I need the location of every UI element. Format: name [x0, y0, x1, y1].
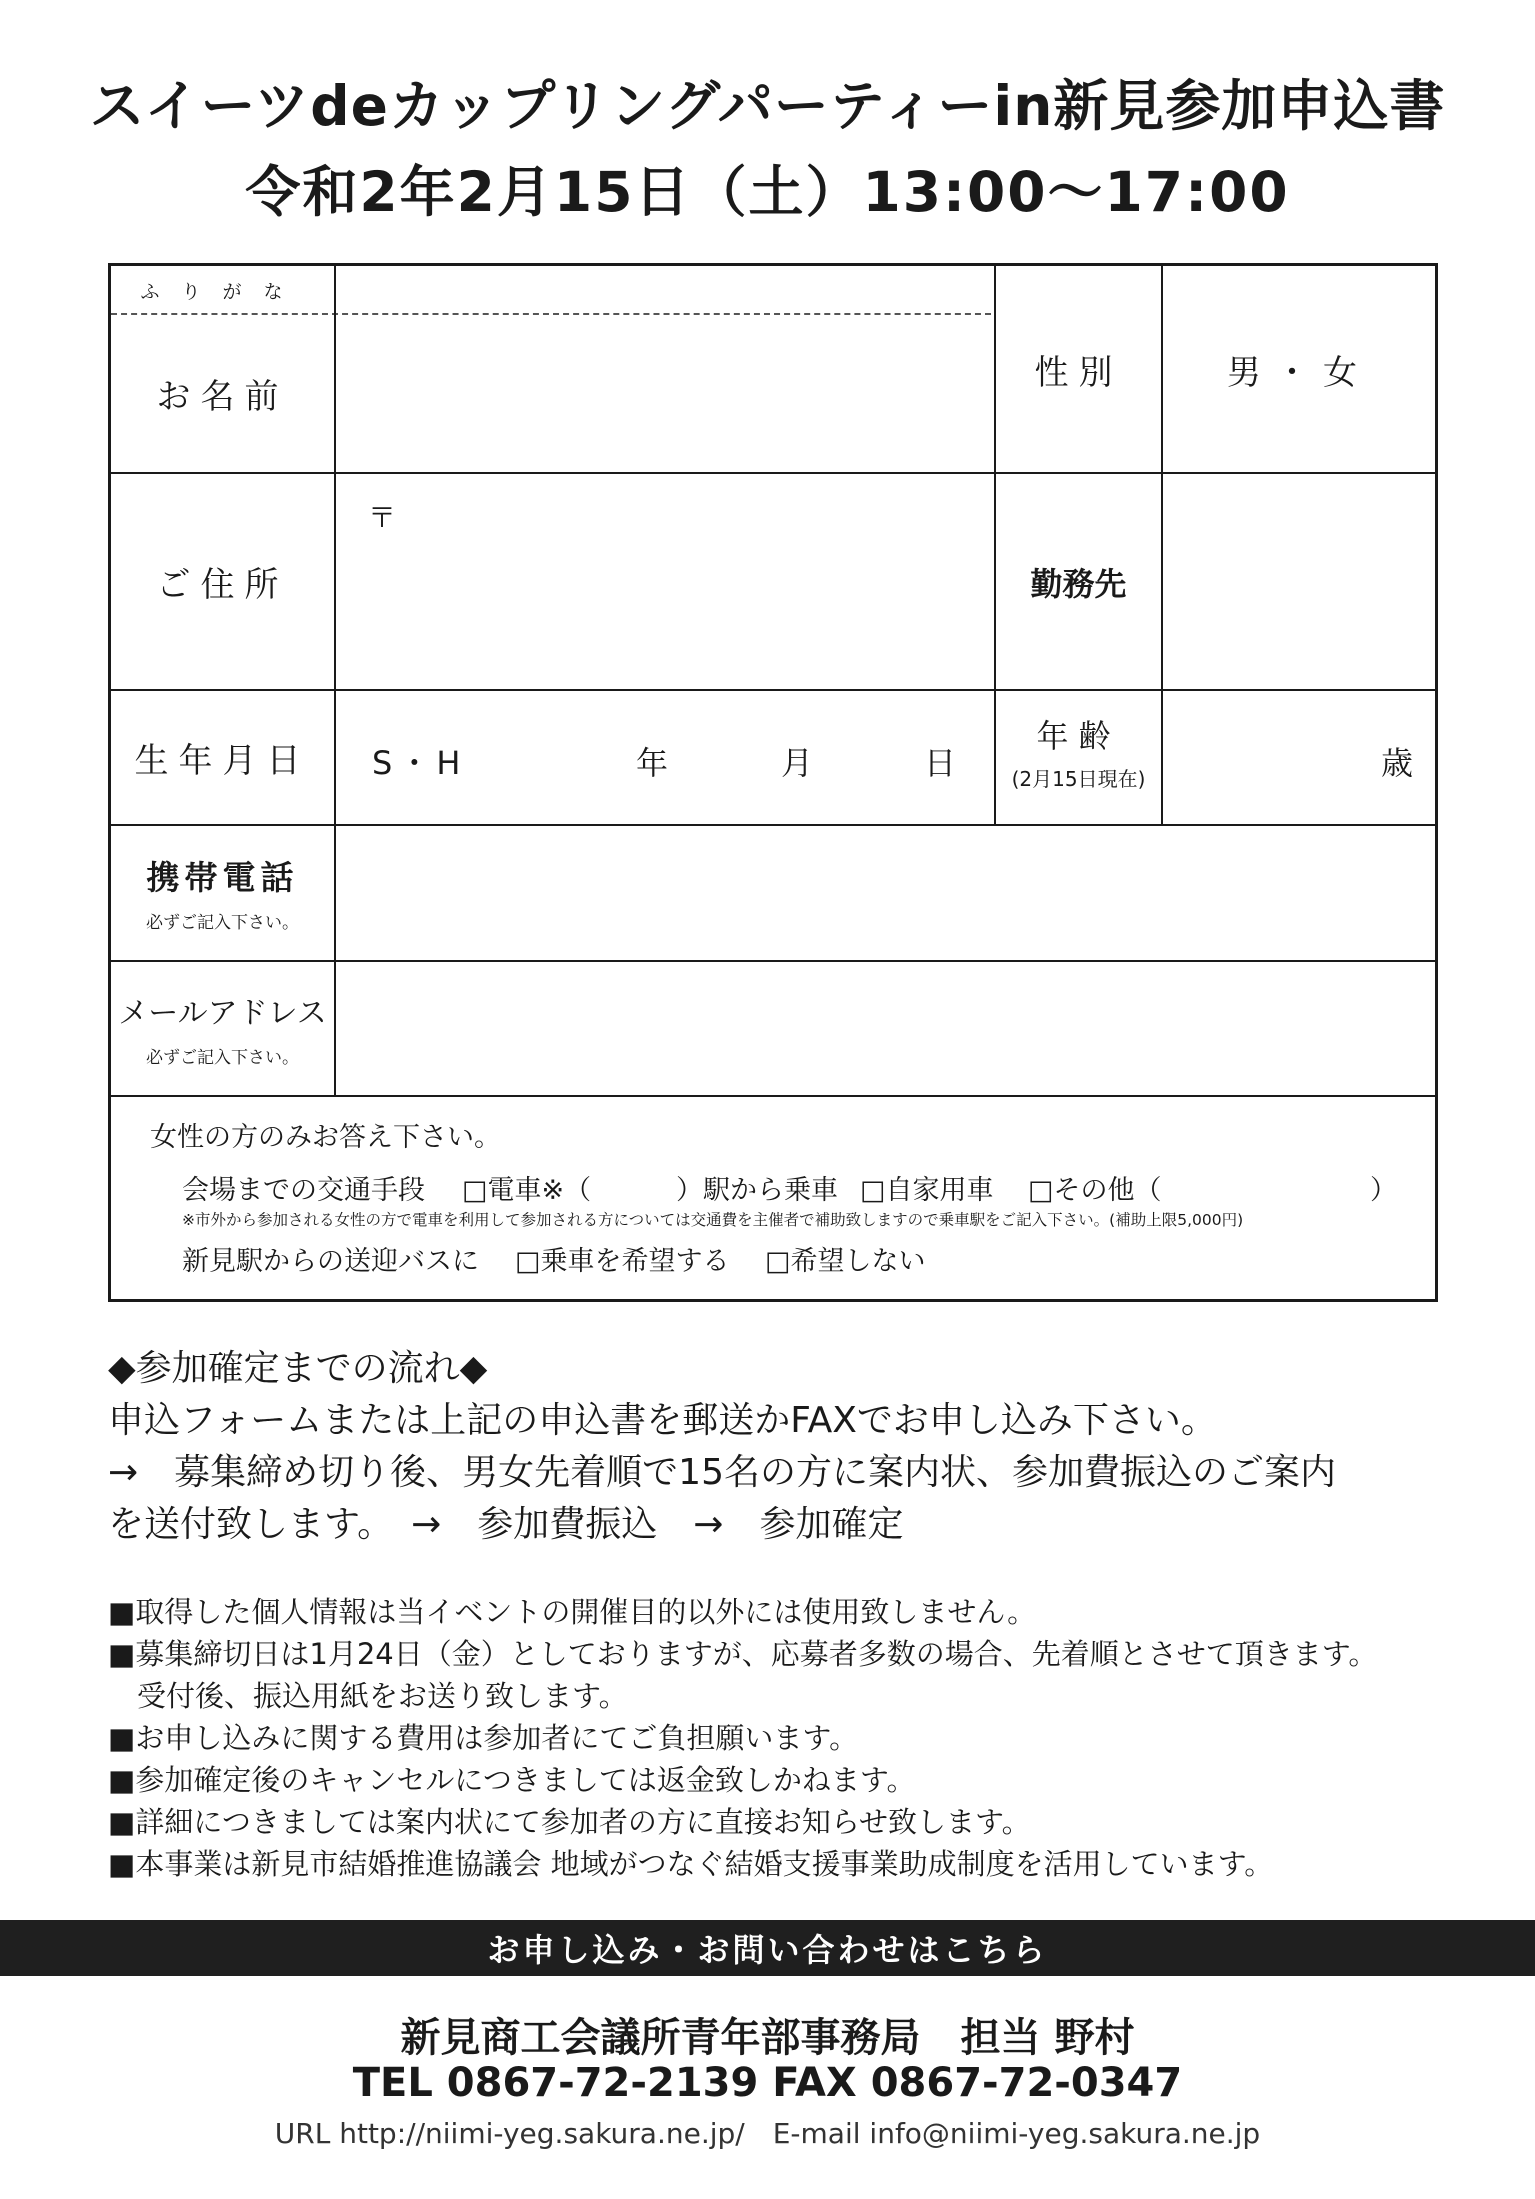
furigana-field[interactable]: [336, 266, 992, 312]
name-field[interactable]: [336, 316, 992, 470]
mobile-required-note: 必ずご記入下さい。: [146, 913, 299, 933]
form-title: スイーツdeカップリングパーティーin新見参加申込書: [89, 74, 1446, 138]
birth-era: S・H: [372, 744, 467, 782]
notice-item: 受付後、振込用紙をお送り致します。: [108, 1679, 628, 1713]
birthdate-field[interactable]: [336, 691, 992, 824]
birthdate-label: 生年月日: [134, 741, 311, 781]
transport-other-close: ）: [1370, 1175, 1397, 1206]
address-field[interactable]: [336, 474, 992, 689]
transport-other-checkbox[interactable]: □その他（: [1028, 1175, 1162, 1206]
mobile-field[interactable]: [336, 826, 1435, 960]
contact-banner: お申し込み・お問い合わせはこちら: [0, 1920, 1535, 1976]
transport-car-checkbox[interactable]: □自家用車: [860, 1175, 994, 1206]
birth-month-unit: 月: [781, 744, 814, 782]
flow-line-1: 申込フォームまたは上記の申込書を郵送かFAXでお申し込み下さい。: [108, 1400, 1217, 1441]
birth-day-unit: 日: [924, 744, 957, 782]
address-label: ご住所: [156, 565, 289, 605]
contact-phone-fax: TEL 0867-72-2139 FAX 0867-72-0347: [352, 2060, 1183, 2106]
furigana-label: ふりがな: [140, 280, 305, 303]
postal-mark: 〒: [368, 501, 397, 534]
age-date-note: (2月15日現在): [1011, 767, 1146, 791]
workplace-field[interactable]: [1163, 474, 1435, 689]
mobile-label: 携帯電話: [146, 858, 299, 897]
birth-year-unit: 年: [636, 744, 669, 782]
notice-item: ■お申し込みに関する費用は参加者にてご負担願います。: [108, 1721, 859, 1755]
bus-yes-checkbox[interactable]: □乗車を希望する: [515, 1246, 730, 1277]
flow-line-3: を送付致します。 → 参加費振込 → 参加確定: [108, 1504, 904, 1545]
flow-heading: ◆参加確定までの流れ◆: [108, 1348, 488, 1389]
transport-label: 会場までの交通手段: [182, 1175, 425, 1206]
gender-label: 性別: [1034, 352, 1123, 393]
gender-options[interactable]: 男・女: [1227, 352, 1371, 393]
notice-item: ■詳細につきましては案内状にて参加者の方に直接お知らせ致します。: [108, 1805, 1031, 1839]
event-date: 令和2年2月15日（土）13:00～17:00: [245, 160, 1290, 224]
women-only-heading: 女性の方のみお答え下さい。: [150, 1122, 501, 1153]
age-label: 年齢: [1036, 717, 1121, 755]
transport-station-text: ）駅から乗車: [676, 1175, 838, 1206]
transport-train-checkbox[interactable]: □電車※（: [462, 1175, 592, 1206]
contact-office: 新見商工会議所青年部事務局 担当 野村: [400, 2015, 1135, 2061]
email-required-note: 必ずご記入下さい。: [146, 1048, 299, 1068]
transport-footnote: ※市外から参加される女性の方で電車を利用して参加される方については交通費を主催者で補助致しますので乗車駅をご記入下さい。(補助上限5,000円): [182, 1211, 1244, 1229]
bus-no-checkbox[interactable]: □希望しない: [765, 1246, 926, 1277]
age-unit: 歳: [1380, 744, 1413, 782]
flow-line-2: → 募集締め切り後、男女先着順で15名の方に案内状、参加費振込のご案内: [108, 1452, 1336, 1493]
contact-web-email[interactable]: URL http://niimi-yeg.sakura.ne.jp/ E-mail info@niimi-yeg.sakura.ne.jp: [274, 2117, 1261, 2150]
notice-item: ■参加確定後のキャンセルにつきましては返金致しかねます。: [108, 1763, 916, 1797]
bus-label: 新見駅からの送迎バスに: [182, 1246, 479, 1277]
notice-item: ■取得した個人情報は当イベントの開催目的以外には使用致しません。: [108, 1595, 1037, 1629]
email-label: メールアドレス: [118, 996, 327, 1031]
notice-item: ■募集締切日は1月24日（金）としておりますが、応募者多数の場合、先着順とさせて頂きます。: [108, 1637, 1378, 1671]
name-label: お名前: [156, 377, 289, 417]
age-field[interactable]: [1163, 691, 1435, 824]
email-field[interactable]: [336, 962, 1435, 1095]
workplace-label: 勤務先: [1030, 564, 1127, 603]
notice-item: ■本事業は新見市結婚推進協議会 地域がつなぐ結婚支援事業助成制度を活用しています。: [108, 1847, 1274, 1881]
